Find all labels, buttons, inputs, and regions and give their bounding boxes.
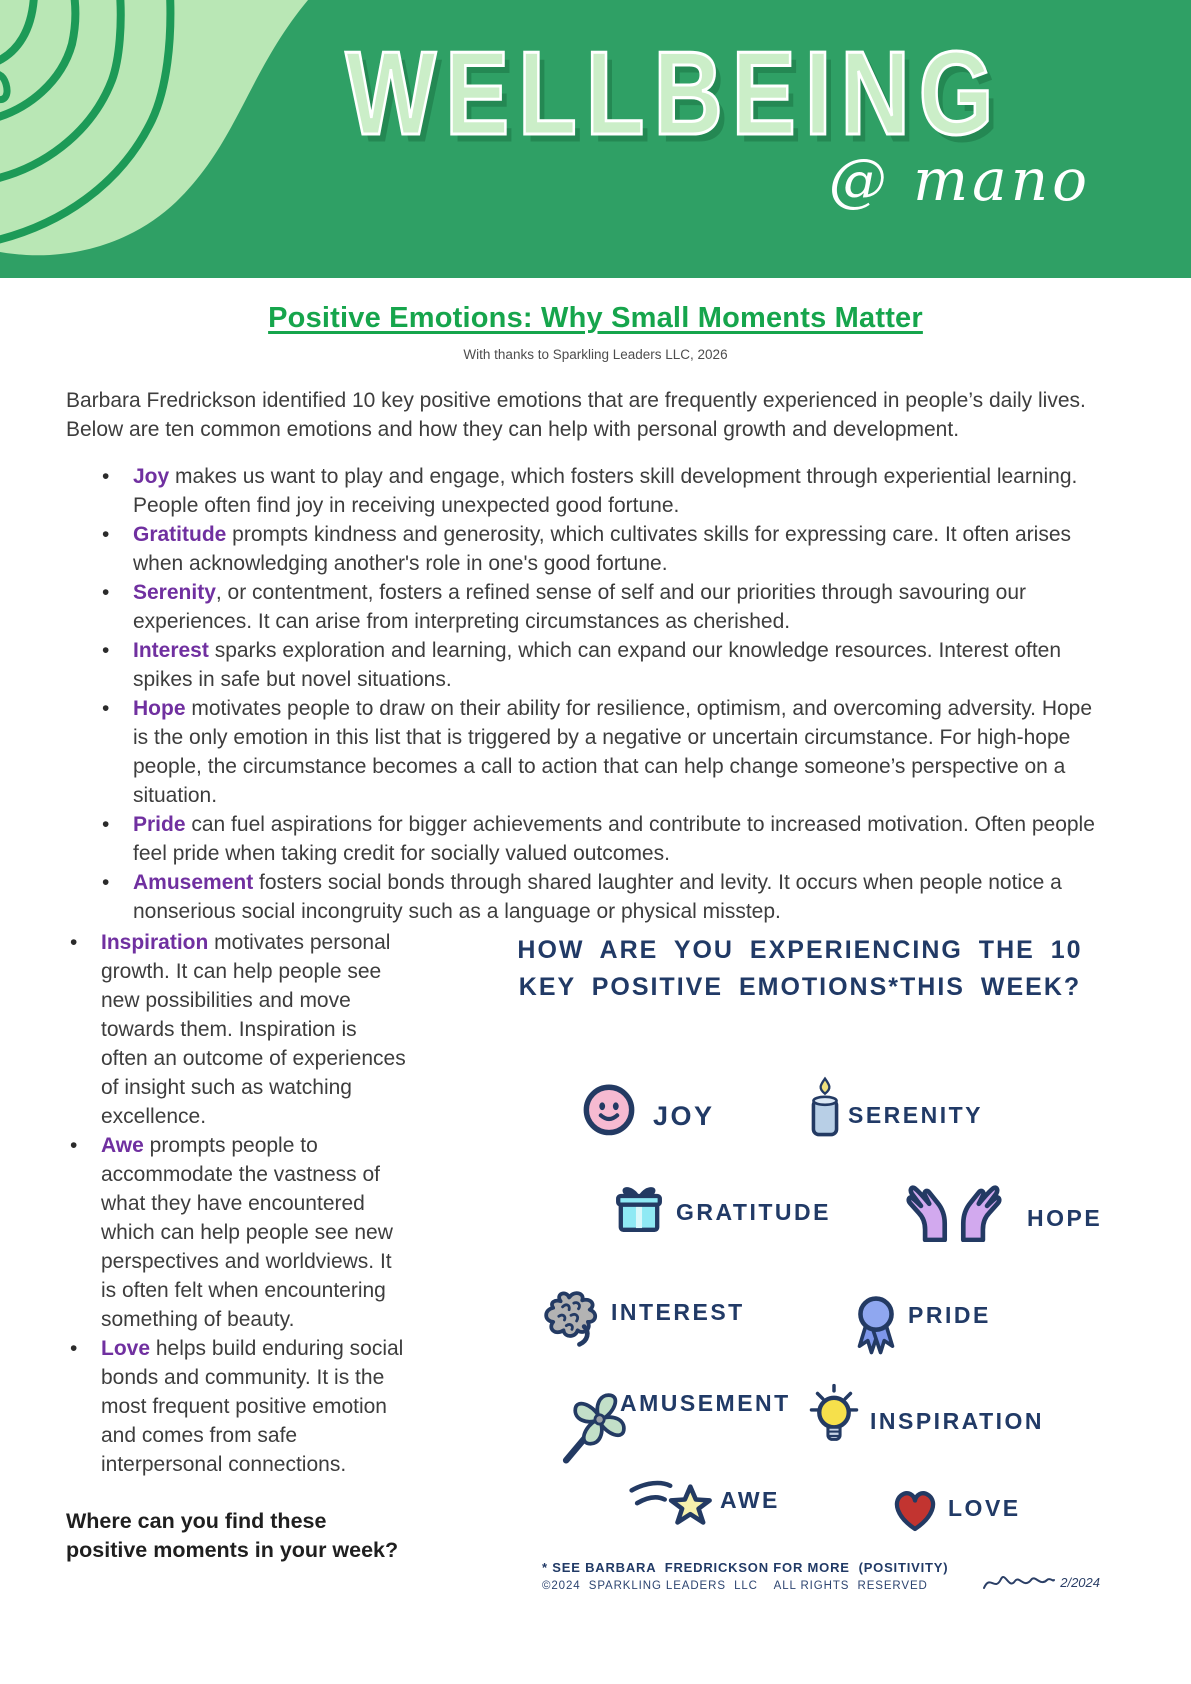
emotion-text: motivates people to draw on their ability for resilience, optimism, and overcoming adversity. Hope is the only emotion in this list that is triggered by a negative or uncertain circumstance. For high-hope people, the circumstance becomes a call to action that can help change someone’s perspective on a situation. xyxy=(133,697,1093,807)
emotion-term: Serenity xyxy=(133,581,216,604)
illustration-canvas xyxy=(470,1006,1130,1558)
emotion-term: Amusement xyxy=(133,871,254,894)
emotion-text: fosters social bonds through shared laughter and levity. It occurs when people notice a nonserious social incongruity such as a language or physical misstep. xyxy=(133,871,1062,923)
wordmark-wellbeing: WELLBEING xyxy=(345,27,1003,160)
emotion-term: Joy xyxy=(133,465,170,488)
emotion-term: Inspiration xyxy=(101,931,209,954)
love-label: LOVE xyxy=(948,1495,1021,1521)
list-item-interest xyxy=(100,636,1110,694)
candle-icon xyxy=(809,1074,841,1140)
banner xyxy=(0,0,1191,278)
lightbulb-icon xyxy=(808,1382,860,1450)
footnote-lines xyxy=(542,1560,982,1592)
footnote-note: * SEE BARBARA FREDRICKSON FOR MORE (POSITIVITY) xyxy=(542,1560,949,1575)
list-item-awe xyxy=(68,1131,406,1334)
emotion-text: makes us want to play and engage, which fosters skill development through experiential learning. People often find joy in receiving unexpected good fortune. xyxy=(133,465,1078,517)
signature xyxy=(982,1570,1100,1594)
emotion-text: motivates personal growth. It can help people see new possibilities and move towards them. Inspiration is often an outcome of experiences of insight such as watching excellence. xyxy=(101,931,406,1128)
emotion-text: can fuel aspirations for bigger achievements and contribute to increased motivation. Often people feel pride when taking credit for socially valued outcomes. xyxy=(133,813,1095,865)
emotion-text: prompts kindness and generosity, which cultivates skills for expressing care. It often arises when acknowledging another's role in one's good fortune. xyxy=(133,523,1071,575)
shooting-star-icon xyxy=(628,1476,716,1534)
list-item-amusement xyxy=(100,868,1110,926)
list-item-gratitude xyxy=(100,520,1110,578)
footnote-copyright: ©2024 SPARKLING LEADERS LLC ALL RIGHTS RESERVED xyxy=(542,1580,928,1592)
emotion-text: sparks exploration and learning, which can expand our knowledge resources. Interest often spikes in safe but novel situations. xyxy=(133,639,1062,691)
inspiration-label: INSPIRATION xyxy=(870,1408,1045,1434)
hope-label: HOPE xyxy=(1027,1205,1103,1231)
emotion-text: helps build enduring social bonds and community. It is the most frequent positive emotion and comes from safe interpersonal connections. xyxy=(101,1337,404,1476)
amusement-label: AMUSEMENT xyxy=(620,1390,791,1416)
smiley-face-icon xyxy=(580,1080,638,1138)
intro-paragraph: Barbara Fredrickson identified 10 key positive emotions that are frequently experienced in people’s daily lives. Below are ten common emotions and how they can help with personal growth and development. xyxy=(66,389,1086,441)
list-item-serenity xyxy=(100,578,1110,636)
gift-icon xyxy=(613,1182,665,1236)
left-column xyxy=(66,928,470,1594)
emotion-term: Love xyxy=(101,1337,151,1360)
list-item-hope xyxy=(100,694,1110,810)
question-heading: Where can you find these positive moments in your week? xyxy=(66,1509,399,1562)
credit-line: With thanks to Sparkling Leaders LLC, 2026 xyxy=(463,347,728,362)
wordmark-at-mano: @ mano xyxy=(828,146,1091,214)
serenity-label: SERENITY xyxy=(848,1102,984,1128)
awe-label: AWE xyxy=(720,1487,780,1513)
signature-date: 2/2024 xyxy=(1060,1574,1100,1590)
page-title[interactable]: Positive Emotions: Why Small Moments Matter xyxy=(268,302,923,334)
list-item-pride xyxy=(100,810,1110,868)
emotion-text: prompts people to accommodate the vastness of what they have encountered which can help people see new perspectives and worldviews. It is often felt when encountering something of beauty. xyxy=(101,1134,393,1331)
pride-label: PRIDE xyxy=(908,1302,991,1328)
heart-icon xyxy=(890,1486,940,1534)
emotions-illustration xyxy=(470,928,1130,1594)
award-ribbon-icon xyxy=(853,1294,899,1358)
gratitude-label: GRATITUDE xyxy=(676,1199,831,1225)
lower-section xyxy=(0,928,1191,1594)
emotion-list xyxy=(100,462,1110,926)
emotion-term: Pride xyxy=(133,813,186,836)
open-hands-icon xyxy=(900,1178,1008,1242)
emotion-term: Interest xyxy=(133,639,209,662)
illustration-heading xyxy=(470,932,1130,1006)
list-item-love xyxy=(68,1334,406,1479)
illustration-heading-line1: HOW ARE YOU EXPERIENCING THE 10 xyxy=(517,936,1083,964)
emotion-term: Gratitude xyxy=(133,523,227,546)
list-item-joy xyxy=(100,462,1110,520)
list-item-inspiration xyxy=(68,928,406,1131)
joy-label: JOY xyxy=(653,1101,715,1131)
illustration-heading-line2: KEY POSITIVE EMOTIONS*THIS WEEK? xyxy=(518,973,1082,1001)
emotion-text: , or contentment, fosters a refined sense of self and our priorities through savouring our experiences. It can arise from interpreting circumstances as cherished. xyxy=(133,581,1026,633)
emotion-term: Hope xyxy=(133,697,186,720)
illustration-footnote xyxy=(542,1560,1100,1594)
signature-scribble xyxy=(982,1570,1056,1594)
title-wrap xyxy=(0,302,1191,335)
emotion-term: Awe xyxy=(101,1134,144,1157)
emotion-list-continued xyxy=(68,928,406,1479)
brain-icon xyxy=(540,1290,602,1350)
interest-label: INTEREST xyxy=(611,1299,745,1325)
